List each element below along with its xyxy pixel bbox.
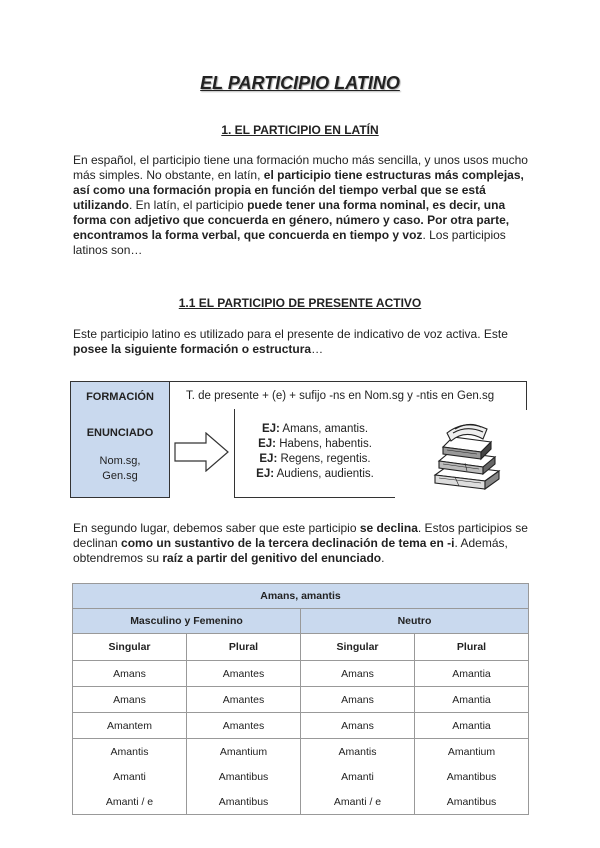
example-text: Audiens, audientis. (274, 468, 374, 480)
table-cell: Amans (73, 687, 187, 713)
table-cell: Amantes (187, 687, 301, 713)
example-3 (235, 453, 395, 465)
table-cell: Amantem (73, 713, 187, 739)
table-cell: Amantia (415, 713, 529, 739)
table-row (73, 687, 529, 713)
example-tag: EJ: (258, 438, 276, 450)
table-title: Amans, amantis (73, 584, 529, 609)
group-header-masc-fem: Masculino y Femenino (73, 609, 301, 634)
example-2 (235, 438, 395, 450)
col-header: Singular (73, 634, 187, 661)
table-cell: Amans (301, 687, 415, 713)
col-header: Plural (187, 634, 301, 661)
group-header-neutro: Neutro (301, 609, 529, 634)
text-run-bold: puede tener una forma nominal, es decir, una forma con adjetivo que concuerda en género, número y caso. Por otra parte, encontramos la forma verbal, que concuerda en tiempo y voz (73, 198, 510, 242)
text-run-bold: el participio tiene estructuras más complejas, así como una formación propia en función del tiempo verbal que se está utilizando (73, 168, 524, 212)
table-row (73, 739, 529, 765)
text-run: En segundo lugar, debemos saber que este participio (73, 521, 360, 535)
text-run: . Los participios latinos son… (73, 228, 506, 257)
table-cell: Amanti (301, 764, 415, 789)
formacion-label: FORMACIÓN (86, 391, 154, 403)
example-tag: EJ: (259, 453, 278, 465)
paragraph-declinacion (73, 521, 533, 566)
example-4 (235, 468, 395, 480)
table-row (73, 789, 529, 815)
page-title: EL PARTICIPIO LATINO (200, 73, 400, 93)
text-run: Este participio latino es utilizado para el presente de indicativo de voz activa. Este (73, 327, 508, 341)
table-row (73, 661, 529, 687)
right-arrow-icon (174, 432, 230, 477)
table-cell: Amans (73, 661, 187, 687)
text-run-bold: se declina (359, 521, 418, 535)
text-run: . En latín, el participio (129, 198, 248, 212)
example-text: Regens, regentis. (277, 453, 371, 465)
text-run: . (381, 551, 385, 565)
table-cell: Amans (301, 661, 415, 687)
table-cell: Amanti (73, 764, 187, 789)
gen-label: Gen.sg (102, 470, 138, 482)
enunciado-label: ENUNCIADO (86, 427, 154, 439)
table-cell: Amantes (187, 713, 301, 739)
table-cell: Amantium (187, 739, 301, 765)
table-cell: Amans (301, 713, 415, 739)
table-cell: Amantium (415, 739, 529, 765)
paragraph-presente (73, 327, 533, 357)
table-row (73, 713, 529, 739)
section-heading-1: 1. EL PARTICIPIO EN LATÍN (221, 123, 379, 137)
table-cell: Amanti / e (301, 789, 415, 815)
text-run-bold: como un sustantivo de la tercera declinación de tema en -i (121, 536, 455, 550)
table-cell: Amantia (415, 687, 529, 713)
table-row (73, 764, 529, 789)
table-cell: Amantibus (187, 764, 301, 789)
text-run: . Estos participios se declinan (73, 521, 528, 550)
formation-label-box (70, 381, 170, 498)
books-illustration-icon (425, 415, 509, 502)
table-cell: Amantibus (187, 789, 301, 815)
example-tag: EJ: (256, 468, 275, 480)
declension-table (72, 583, 529, 815)
example-text: Habens, habentis. (276, 438, 372, 450)
table-cell: Amantibus (415, 764, 529, 789)
table-cell: Amantes (187, 661, 301, 687)
section-heading-1-1: 1.1 EL PARTICIPIO DE PRESENTE ACTIVO (178, 296, 422, 310)
example-tag: EJ: (261, 423, 280, 435)
col-header: Singular (301, 634, 415, 661)
text-run: … (311, 342, 324, 356)
text-run: En español, el participio tiene una formación mucho más sencilla, y unos usos mucho más simples. No obstante, en latín, (73, 153, 528, 182)
table-cell: Amantia (415, 661, 529, 687)
table-cell: Amanti / e (73, 789, 187, 815)
formula-text: T. de presente + (e) + sufijo -ns en Nom.sg y -ntis en Gen.sg (186, 390, 495, 402)
col-header: Plural (415, 634, 529, 661)
example-text: Amans, amantis. (279, 423, 369, 435)
text-run: . Además, obtendremos su (73, 536, 508, 565)
formula-box (168, 381, 527, 410)
table-cell: Amantibus (415, 789, 529, 815)
table-cell: Amantis (301, 739, 415, 765)
text-run-bold: posee la siguiente formación o estructura (73, 342, 312, 356)
nom-label: Nom.sg, (99, 455, 141, 467)
table-cell: Amantis (73, 739, 187, 765)
paragraph-intro (73, 153, 533, 258)
example-1 (235, 423, 395, 435)
text-run-bold: raíz a partir del genitivo del enunciado (162, 551, 382, 565)
examples-box (234, 409, 395, 498)
